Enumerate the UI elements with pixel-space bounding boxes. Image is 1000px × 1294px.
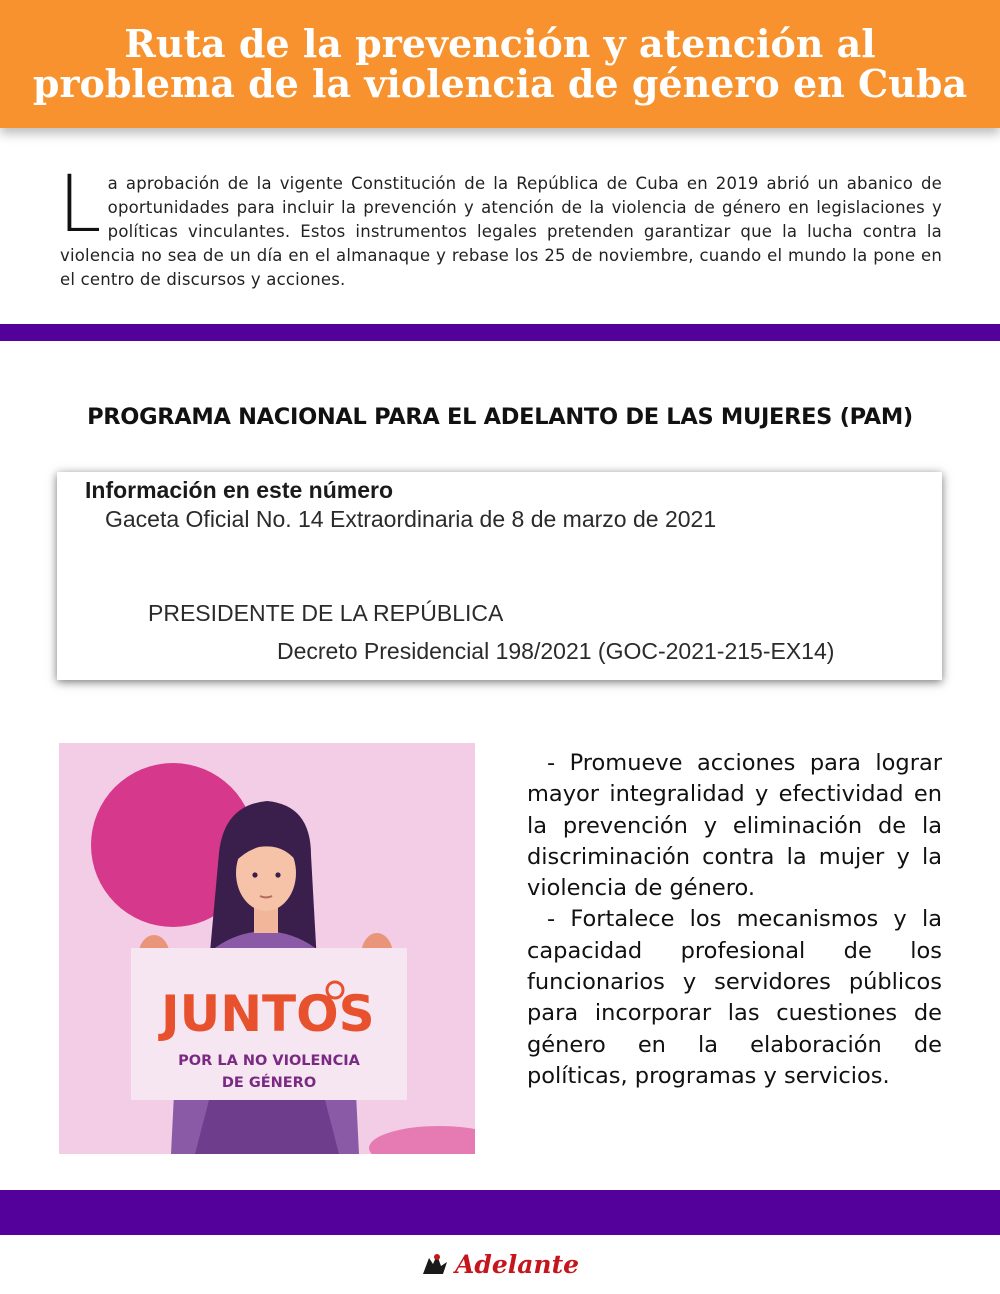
sign-main-text: JUNTOS bbox=[161, 985, 375, 1043]
sign-line-1: POR LA NO VIOLENCIA bbox=[178, 1053, 360, 1069]
program-bullets bbox=[527, 748, 942, 1092]
gazette-heading: Información en este número bbox=[85, 477, 394, 503]
sign-line-2: DE GÉNERO bbox=[221, 1075, 317, 1091]
bullet-item: - Fortalece los mecanismos y la capacidad profesional de los funcionarios y servidores públicos para incorporar las cuestiones de género en la elaboración de políticas, programas y servicios. bbox=[527, 906, 942, 1089]
bullet-item: - Promueve acciones para lograr mayor integralidad y efectividad en la prevención y eliminación de la discriminación contra la mujer y la violencia de género. bbox=[527, 750, 942, 902]
gazette-decree: Decreto Presidencial 198/2021 (GOC-2021-215-EX14) bbox=[277, 638, 835, 664]
footer-brand[interactable]: Adelante bbox=[454, 1249, 580, 1279]
header-banner bbox=[0, 0, 1000, 128]
campaign-illustration bbox=[59, 743, 475, 1154]
gazette-authority: PRESIDENTE DE LA REPÚBLICA bbox=[148, 600, 504, 626]
section-title: PROGRAMA NACIONAL PARA EL ADELANTO DE LAS MUJERES (PAM) bbox=[87, 404, 913, 430]
divider-band-bottom bbox=[0, 1190, 1000, 1235]
gazette-excerpt bbox=[57, 472, 942, 680]
page-title: Ruta de la prevención y atención al problema de la violencia de género en Cuba bbox=[32, 21, 968, 106]
decorative-shape bbox=[369, 1126, 475, 1154]
drop-cap: L bbox=[58, 160, 102, 250]
footer bbox=[0, 1246, 1000, 1282]
divider-band-top bbox=[0, 324, 1000, 341]
gazette-issue: Gaceta Oficial No. 14 Extraordinaria de 8 de marzo de 2021 bbox=[105, 506, 717, 532]
woman-holding-sign-illustration bbox=[59, 743, 475, 1154]
adelante-logo-icon bbox=[421, 1252, 449, 1276]
intro-paragraph bbox=[58, 160, 942, 292]
intro-text: a aprobación de la vigente Constitución de la República de Cuba en 2019 abrió un abanico de oportunidades para incluir la prevención y atención de la violencia de género en legislaciones y políticas vinculantes. Estos instrumentos legales pretenden garantizar que la lucha contra la violencia no sea de un día en el almanaque y rebase los 25 de noviembre, cuando el mundo la pone en el centro de discursos y acciones. bbox=[60, 174, 942, 289]
